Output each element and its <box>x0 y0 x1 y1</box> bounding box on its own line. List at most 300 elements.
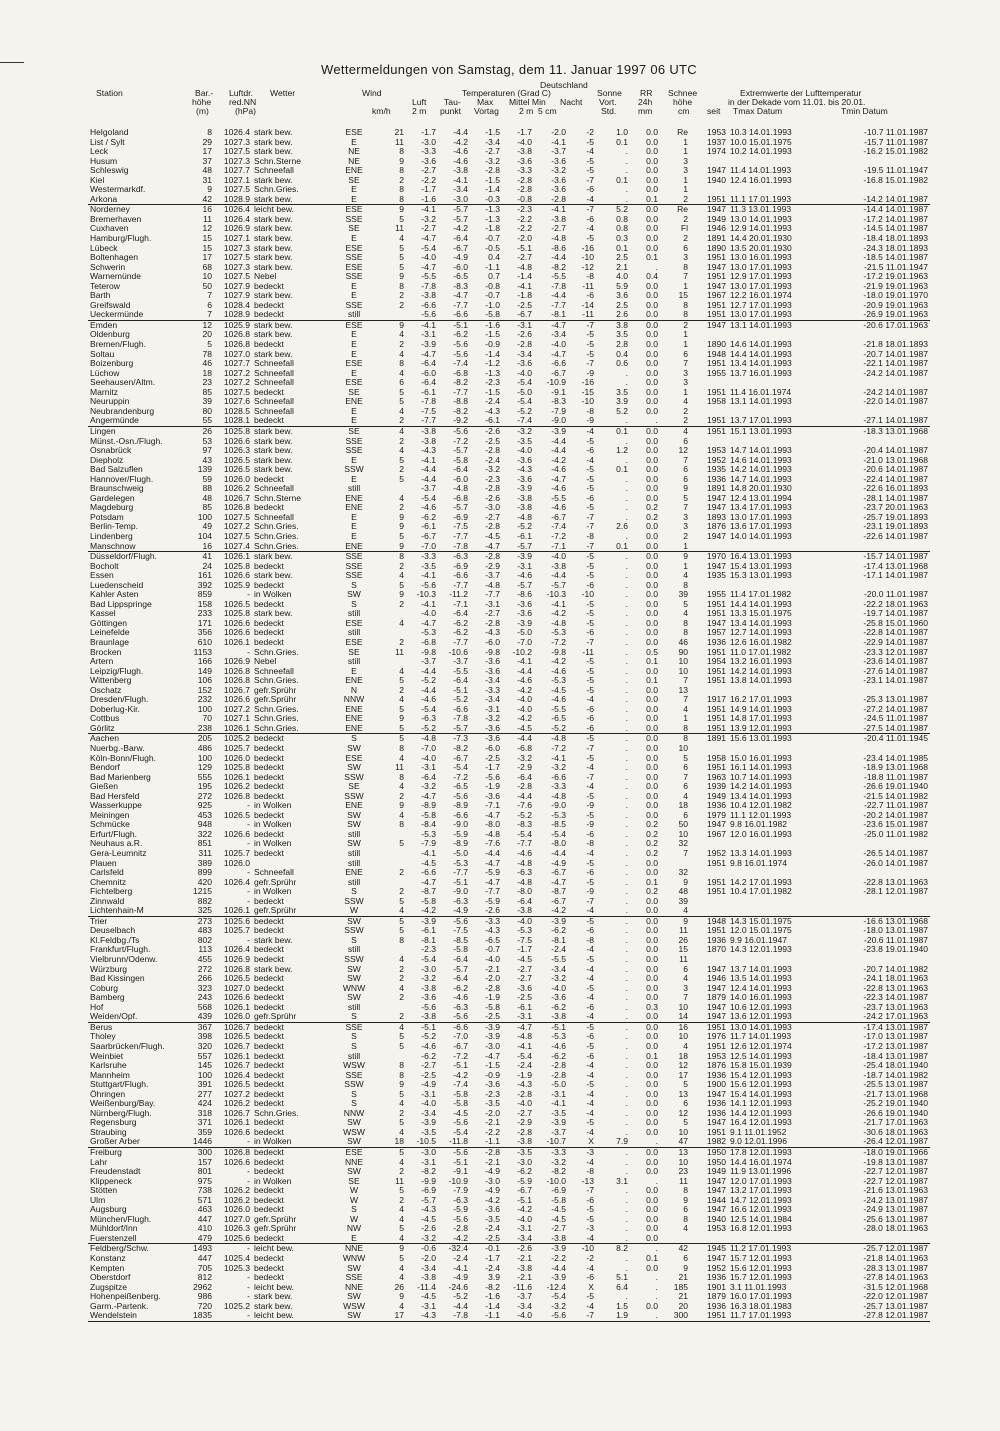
cell-wind-dir: ENE <box>345 714 363 724</box>
cell-station: Lichtenhain-M <box>90 906 144 916</box>
cell-min-5cm: -6 <box>586 714 594 724</box>
cell-min-5cm: -10 <box>581 253 594 263</box>
cell-station: Schmücke <box>90 820 130 830</box>
cell-tmin <box>832 378 930 388</box>
cell-station: Bremen/Flugh. <box>90 340 147 350</box>
cell-bar-height: 53 <box>202 436 212 446</box>
cell-tmin: -22.7 11.01.1987 <box>864 801 928 811</box>
cell-tmin <box>832 868 930 878</box>
cell-tmin: -22.8 14.01.1987 <box>863 628 928 638</box>
cell-temp-air: -5.4 <box>421 955 436 965</box>
cell-tmax: 12.5 14.01.1993 <box>730 1051 792 1061</box>
cell-pressure: - <box>247 1137 250 1147</box>
cell-pressure: 1026.9 <box>223 224 250 234</box>
cell-tmax: 9.0 12.01.1996 <box>730 1137 788 1147</box>
cell-mean: -4.0 <box>502 916 534 926</box>
cell-wind-dir: E <box>351 234 357 244</box>
cell-sunshine: 8.2 <box>596 1244 630 1254</box>
cell-station: Trier <box>88 916 188 926</box>
cell-min-5cm: -5 <box>586 156 594 166</box>
cell-pressure: 1026.5 <box>223 455 250 465</box>
cell-wind-dir: N <box>350 685 358 695</box>
cell-max-prev: -1.5 <box>485 128 500 137</box>
cell-mean: -4.0 <box>517 695 532 705</box>
cell-precip: 0.0 <box>646 1214 658 1224</box>
cell-temp-air: -3.0 <box>421 964 436 974</box>
table-row <box>88 676 930 686</box>
cell-bar-height: 571 <box>197 1195 212 1205</box>
cell-max-prev: -5.8 <box>485 1002 500 1012</box>
cell-sunshine: . <box>625 801 628 811</box>
cell-tmax: 15.4 13.01.1993 <box>730 561 792 571</box>
cell-mean: -4.0 <box>517 368 532 378</box>
cell-min-2m: -6.2 <box>551 1051 566 1061</box>
cell-weather: bedeckt <box>254 974 284 984</box>
cell-station: Teterow <box>90 281 120 291</box>
cell-temp-air: -5.4 <box>421 704 436 714</box>
cell-dewpoint: -5.0 <box>453 849 468 859</box>
cell-precip: 0.1 <box>646 253 658 263</box>
cell-precip: 0.0 <box>646 1205 658 1215</box>
cell-snow: 16 <box>660 1022 690 1032</box>
cell-min-2m: -4.6 <box>551 666 566 676</box>
cell-min-2m: -3.6 <box>551 993 566 1003</box>
cell-bar-height: 389 <box>197 858 212 868</box>
cell-pressure: 1026.8 <box>223 964 250 974</box>
cell-tmin: -21.5 11.01.1947 <box>864 262 928 272</box>
cell-tmax: 10.4 17.01.1982 <box>730 887 792 897</box>
cell-tmin: -25.4 18.01.1940 <box>863 1061 928 1071</box>
table-row <box>88 1080 930 1090</box>
table-row <box>88 475 930 485</box>
header-luft-2m: 2 m <box>412 106 427 116</box>
cell-dewpoint: -11.2 <box>449 590 468 600</box>
cell-tmin: -20.6 14.01.1987 <box>863 465 928 475</box>
table-row <box>88 1254 930 1264</box>
cell-snow: 10 <box>678 1002 688 1012</box>
cell-weather: Schn.Gries. <box>254 185 299 195</box>
cell-snow: 9 <box>683 877 688 887</box>
cell-since <box>690 839 728 849</box>
cell-wind-dir: ESE <box>336 320 372 330</box>
cell-bar-height: 1215 <box>192 887 212 897</box>
cell-precip: 0.0 <box>646 214 658 224</box>
cell-weather: bedeckt <box>254 561 284 571</box>
cell-bar-height: 46 <box>202 359 212 369</box>
cell-wind-dir: E <box>351 291 357 301</box>
cell-wind-speed: 4 <box>399 666 404 676</box>
cell-min-5cm: -16 <box>581 378 594 388</box>
cell-station: Frankfurt/Flugh. <box>90 945 151 955</box>
cell-temp-air: -4.8 <box>406 734 438 744</box>
cell-sunshine: . <box>625 580 628 590</box>
cell-temp-air: -4.1 <box>406 205 438 215</box>
cell-wind-speed: 2 <box>399 503 404 513</box>
cell-station: Meiningen <box>90 810 130 820</box>
cell-mean: -2.2 <box>517 214 532 224</box>
cell-bar-height: 80 <box>202 406 212 416</box>
cell-sunshine: . <box>625 1292 628 1302</box>
header-nacht: Nacht <box>560 97 583 107</box>
cell-sunshine: . <box>625 1167 628 1177</box>
table-row <box>88 1167 930 1177</box>
cell-snow: 5 <box>683 1080 688 1090</box>
cell-min-5cm: -6 <box>586 446 594 456</box>
cell-snow: 20 <box>678 1301 688 1311</box>
cell-since: 1947 <box>706 166 726 176</box>
cell-tmin: -17.2 19.01.1963 <box>863 272 928 282</box>
cell-tmax <box>728 407 832 417</box>
cell-dewpoint: -9.0 <box>453 887 468 897</box>
cell-temp-air: -4.1 <box>406 320 438 330</box>
cell-wind-dir: NE <box>348 147 360 157</box>
cell-temp-air: -6.4 <box>421 359 436 369</box>
cell-temp-air: -4.4 <box>421 465 436 475</box>
table-row <box>88 456 930 466</box>
cell-sunshine: 0.1 <box>596 426 630 436</box>
cell-min-5cm: -6 <box>586 580 594 590</box>
cell-snow: 39 <box>678 896 688 906</box>
cell-precip: 0.0 <box>630 552 660 562</box>
cell-since: 1951 <box>706 387 726 397</box>
cell-precip: . <box>655 1282 658 1292</box>
cell-min-2m: -4.4 <box>551 571 566 581</box>
cell-station: Hannover/Flugh. <box>90 474 154 484</box>
cell-mean: -6.7 <box>517 310 532 320</box>
cell-max-prev: -3.0 <box>485 503 500 513</box>
table-row <box>88 513 930 523</box>
cell-precip: 0.0 <box>646 531 658 541</box>
cell-precip: 0.0 <box>646 791 658 801</box>
cell-min-2m: -5.5 <box>551 955 566 965</box>
cell-tmax: 11.4 17.01.1982 <box>730 590 792 600</box>
cell-tmin: -16.6 13.01.1968 <box>832 916 930 926</box>
cell-sunshine: 0.8 <box>616 224 628 234</box>
cell-max-prev: -6.0 <box>485 744 500 753</box>
cell-station: Hamburg/Flugh. <box>90 234 152 244</box>
cell-since: 1949 <box>706 214 726 224</box>
cell-bar-height: 367 <box>188 1022 214 1032</box>
cell-tmax: 14.7 12.01.1993 <box>730 1195 792 1205</box>
table-row <box>88 350 930 360</box>
cell-tmax: 15.8 15.01.1939 <box>730 1061 792 1071</box>
cell-max-prev: -1.1 <box>485 262 500 272</box>
table-row <box>88 562 930 572</box>
cell-dewpoint: -5.5 <box>453 666 468 676</box>
cell-temp-air: -6.4 <box>421 378 436 388</box>
cell-wind-dir: E <box>351 330 357 340</box>
cell-dewpoint: -6.6 <box>453 810 468 820</box>
cell-min-2m: -7.4 <box>551 522 566 532</box>
cell-wind-dir: WSW <box>343 1127 365 1137</box>
cell-min-5cm: -4 <box>586 1157 594 1167</box>
cell-dewpoint: -6.9 <box>453 512 468 522</box>
cell-bar-height: 17 <box>202 253 212 263</box>
cell-pressure: 1026.7 <box>223 1061 250 1071</box>
cell-station: Würzburg <box>90 964 128 974</box>
cell-snow: 4 <box>683 704 688 714</box>
cell-sunshine: . <box>625 1070 628 1080</box>
cell-since: 1947 <box>706 820 726 830</box>
cell-tmax: 12.7 14.01.1993 <box>730 628 792 638</box>
cell-wind-dir: still <box>347 945 361 955</box>
cell-wind-speed: 8 <box>399 772 404 782</box>
cell-min-5cm: -5 <box>586 676 594 686</box>
cell-temp-air: -6.8 <box>421 637 436 647</box>
cell-weather: Schneefall <box>254 868 294 878</box>
cell-min-5cm: -4 <box>586 455 594 465</box>
cell-mean: -3.6 <box>517 455 532 465</box>
cell-min-5cm: -4 <box>586 1263 594 1273</box>
cell-wind-dir: SSW <box>344 926 364 936</box>
cell-min-5cm: -7 <box>586 541 594 551</box>
cell-station: Chemnitz <box>90 877 127 887</box>
cell-station: Zinnwald <box>90 896 125 906</box>
cell-temp-air: -3.4 <box>421 1263 436 1273</box>
cell-mean: -3.1 <box>517 1012 532 1022</box>
cell-dewpoint: -3.0 <box>453 194 468 204</box>
cell-min-2m: -4.8 <box>551 791 566 801</box>
cell-max-prev: -7.6 <box>485 839 500 849</box>
cell-min-5cm: -5 <box>586 561 594 571</box>
cell-tmax: 15.4 12.01.1993 <box>730 1070 792 1080</box>
cell-pressure: - <box>247 1167 250 1177</box>
cell-mean: -4.1 <box>517 1041 532 1051</box>
cell-wind-speed: 2 <box>399 887 404 897</box>
cell-since: 1936 <box>706 1301 726 1311</box>
cell-snow: 5 <box>683 1118 688 1128</box>
cell-since: 1940 <box>706 1214 726 1224</box>
cell-precip: 0.0 <box>646 1099 658 1109</box>
cell-bar-height: 16 <box>202 541 212 551</box>
cell-sunshine: . <box>625 896 628 906</box>
cell-dewpoint: -6.0 <box>453 262 468 272</box>
cell-snow: 5 <box>683 493 688 503</box>
cell-max-prev: -9.8 <box>485 647 500 657</box>
cell-bar-height: 720 <box>197 1301 212 1311</box>
cell-min-2m: -2.8 <box>551 1070 566 1080</box>
table-row <box>88 1118 930 1128</box>
cell-since: 1936 <box>706 1099 726 1109</box>
cell-tmax: 11.1 12.01.1993 <box>730 810 792 820</box>
cell-snow: 5 <box>683 753 688 763</box>
cell-max-prev: -2.9 <box>485 561 500 571</box>
cell-min-2m: -3.3 <box>551 782 566 792</box>
cell-bar-height: 41 <box>188 552 214 562</box>
table-row <box>88 1003 930 1013</box>
cell-min-2m: -3.2 <box>551 166 566 176</box>
cell-dewpoint: -2.4 <box>453 1253 468 1263</box>
cell-max-prev: -1.0 <box>485 300 500 310</box>
cell-station: Nürnberg/Flugh. <box>90 1108 152 1118</box>
cell-precip: 0.0 <box>646 147 658 157</box>
cell-temp-air: -3.1 <box>421 330 436 340</box>
cell-temp-air: -4.0 <box>421 753 436 763</box>
cell-temp-air: -3.9 <box>421 1118 436 1128</box>
cell-bar-height: 129 <box>197 763 212 773</box>
cell-min-5cm: -6 <box>586 926 594 936</box>
cell-max-prev: -1.3 <box>485 214 500 224</box>
cell-bar-height: 392 <box>197 580 212 590</box>
cell-pressure: 1026.8 <box>214 1147 252 1157</box>
cell-wind-dir: WSW <box>343 1061 365 1071</box>
cell-weather: bedeckt <box>254 637 284 647</box>
cell-tmax: 13.5 20.01.1930 <box>730 243 792 253</box>
cell-sunshine: . <box>625 455 628 465</box>
cell-sunshine: . <box>625 763 628 773</box>
cell-sunshine: . <box>625 561 628 571</box>
cell-max-prev: -3.6 <box>485 791 500 801</box>
cell-bar-height: 158 <box>197 599 212 609</box>
cell-sunshine: 2.6 <box>616 522 628 532</box>
cell-pressure: - <box>247 1311 250 1321</box>
cell-weather: Schneefall <box>254 166 294 176</box>
cell-mean: -3.8 <box>517 147 532 157</box>
cell-snow: 6 <box>683 1099 688 1109</box>
cell-min-5cm: -4 <box>586 945 594 955</box>
cell-pressure: 1026.1 <box>223 723 250 733</box>
cell-mean: -4.6 <box>517 849 532 859</box>
cell-max-prev: -3.2 <box>485 465 500 475</box>
table-row <box>88 437 930 447</box>
cell-wind-speed: 5 <box>399 1089 404 1099</box>
cell-min-2m: -5.0 <box>551 1080 566 1090</box>
cell-pressure: 1027.5 <box>223 272 250 282</box>
cell-min-5cm: -9 <box>586 368 594 378</box>
cell-wind-dir: S <box>351 1032 357 1042</box>
cell-min-5cm: -8 <box>586 531 594 541</box>
cell-tmax: 14.3 12.01.1993 <box>730 945 792 955</box>
cell-pressure: 1027.5 <box>223 512 250 522</box>
cell-max-prev: -1.5 <box>485 1061 500 1071</box>
cell-min-5cm: -12 <box>581 262 594 272</box>
cell-wind-dir: SE <box>348 175 360 185</box>
cell-tmax: 12.0 16.01.1993 <box>730 829 792 839</box>
cell-wind-speed: 4 <box>372 1022 406 1032</box>
cell-precip: . <box>655 262 658 272</box>
cell-precip: 0.0 <box>646 378 658 388</box>
cell-bar-height: 50 <box>202 281 212 291</box>
cell-bar-height: 238 <box>197 723 212 733</box>
cell-bar-height: 311 <box>198 849 212 859</box>
cell-bar-height: 100 <box>197 753 212 763</box>
cell-precip: 0.0 <box>646 397 658 407</box>
cell-bar-height: 300 <box>188 1147 214 1157</box>
cell-mean: -4.8 <box>517 512 532 522</box>
cell-precip: 0.0 <box>646 1157 658 1167</box>
cell-tmin: -22.2 18.01.1963 <box>863 599 928 609</box>
cell-precip: 0.0 <box>646 1195 658 1205</box>
cell-dewpoint: -5.6 <box>453 791 468 801</box>
cell-tmin: -22.0 12.01.1987 <box>863 1292 928 1302</box>
cell-dewpoint: -6.6 <box>453 571 468 581</box>
cell-temp-air: -3.3 <box>406 552 438 562</box>
table-row <box>88 1052 930 1062</box>
cell-wind-dir: NW <box>346 1224 362 1234</box>
cell-weather: stark bew. <box>254 175 293 185</box>
cell-sunshine: 0.1 <box>616 541 628 551</box>
cell-wind-dir: E <box>351 349 357 359</box>
cell-mean: -7.5 <box>517 935 532 945</box>
cell-wind-dir: ESE <box>345 378 363 388</box>
table-row <box>88 138 930 148</box>
cell-snow: 4 <box>683 571 688 581</box>
cell-tmax: 11.3 13.01.1993 <box>728 205 832 215</box>
table-row <box>88 1205 930 1215</box>
cell-pressure: 1027.0 <box>223 983 250 993</box>
cell-precip: 0.0 <box>646 935 658 945</box>
cell-station: Köln-Bonn/Flugh. <box>90 753 157 763</box>
cell-snow: 4 <box>683 1041 688 1051</box>
cell-wind-speed: 8 <box>399 147 404 157</box>
cell-bar-height: 10 <box>202 272 212 282</box>
cell-weather: Schn.Gries. <box>254 522 299 532</box>
cell-station: Carlsfeld <box>90 868 124 878</box>
table-row <box>88 839 930 849</box>
cell-dewpoint: -24.6 <box>448 1282 468 1292</box>
cell-max-prev: -4.7 <box>485 858 500 868</box>
cell-max-prev: -2.1 <box>485 1157 500 1167</box>
cell-station: Leck <box>90 147 109 157</box>
cell-bar-height: 152 <box>197 685 212 695</box>
cell-mean: -2.7 <box>517 964 532 974</box>
cell-min-5cm: -5 <box>586 436 594 446</box>
cell-wind-dir: ENE <box>345 704 363 714</box>
cell-mean: -4.1 <box>517 281 532 291</box>
cell-temp-air: -5.4 <box>421 493 436 503</box>
cell-precip: 0.0 <box>646 868 658 878</box>
cell-max-prev: -4.7 <box>485 877 500 887</box>
cell-max-prev: -3.4 <box>485 137 500 147</box>
cell-pressure: 1028.9 <box>223 310 250 320</box>
cell-snow: 185 <box>673 1282 688 1292</box>
cell-temp-air: -5.2 <box>421 676 436 686</box>
cell-sunshine: . <box>625 829 628 839</box>
cell-max-prev: -4.8 <box>485 580 500 590</box>
cell-mean: -3.6 <box>517 609 532 619</box>
cell-snow: 50 <box>678 820 688 830</box>
cell-pressure: 1026.1 <box>223 906 250 916</box>
cell-wind-dir: ESE <box>345 753 363 763</box>
cell-tmin: -31.5 12.01.1968 <box>863 1282 928 1292</box>
header-5cm: 5 cm <box>538 106 557 116</box>
cell-bar-height: 166 <box>197 657 212 667</box>
cell-sunshine: 3.6 <box>616 291 628 301</box>
cell-temp-air: -6.7 <box>421 531 436 541</box>
table-row <box>88 897 930 907</box>
cell-since: 1951 <box>706 763 726 773</box>
cell-wind-speed: 2 <box>399 974 404 984</box>
cell-wind-speed: 5 <box>399 1041 404 1051</box>
cell-wind-dir: still <box>347 849 361 859</box>
cell-bar-height: 705 <box>197 1263 212 1273</box>
cell-min-5cm: -5 <box>586 657 594 667</box>
cell-pressure: 1025.9 <box>214 320 252 330</box>
cell-station: Garm.-Partenk. <box>90 1301 149 1311</box>
cell-temp-air: -3.8 <box>421 1012 436 1022</box>
cell-pressure: 1028.4 <box>223 300 250 310</box>
cell-wind-speed: 5 <box>399 896 404 906</box>
cell-min-2m: -4.1 <box>551 753 566 763</box>
cell-temp-air: -4.4 <box>421 666 436 676</box>
cell-temp-air: -3.6 <box>421 993 436 1003</box>
table-row <box>88 1032 930 1042</box>
cell-temp-air: -11.4 <box>417 1282 436 1292</box>
cell-tmin <box>832 897 930 907</box>
cell-tmax: 9.1 11.01.1952 <box>730 1127 787 1137</box>
cell-wind-speed: 8 <box>399 1070 404 1080</box>
cell-min-5cm: -6 <box>586 1273 594 1283</box>
